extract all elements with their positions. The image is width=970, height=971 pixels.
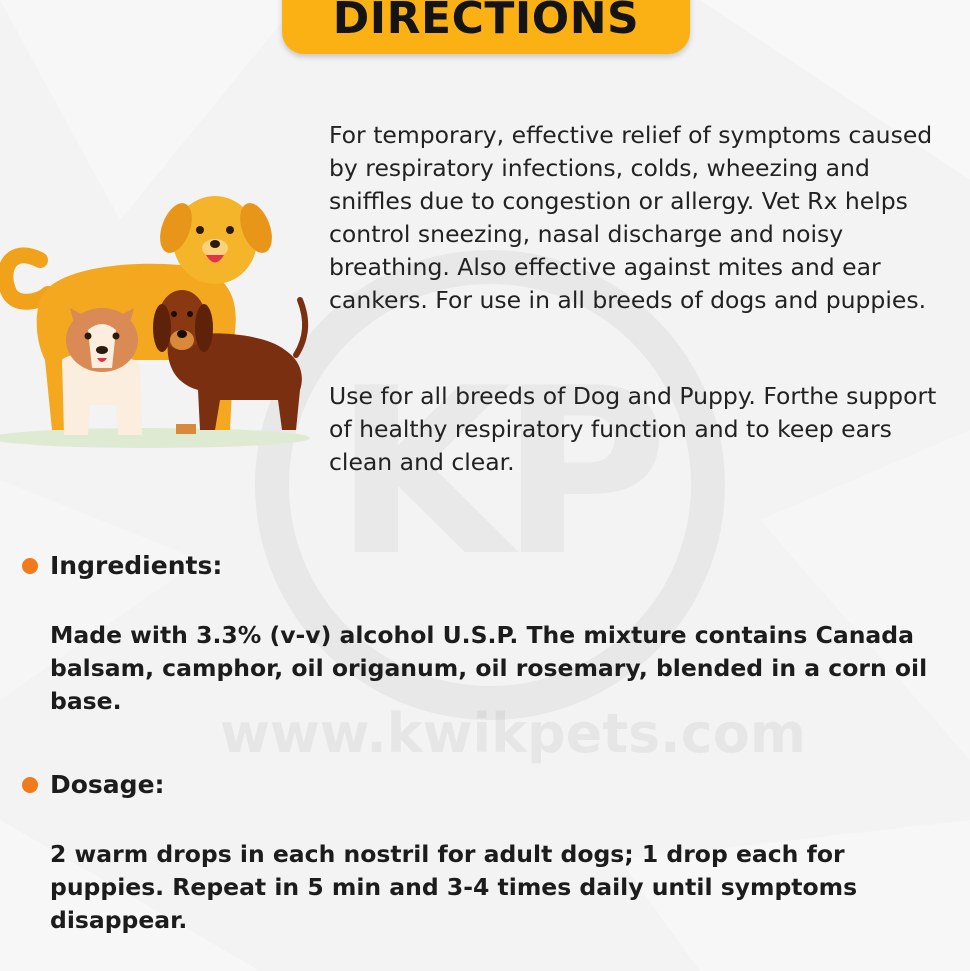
- title-banner: [282, 0, 690, 54]
- intro-paragraph-2: Use for all breeds of Dog and Puppy. Forthe support of healthy respiratory function and to keep ears clean and clear.: [329, 382, 937, 476]
- page-title: DIRECTIONS: [332, 0, 640, 44]
- dosage-heading: [22, 770, 165, 799]
- watermark-url: www.kwikpets.com: [220, 702, 807, 765]
- ingredients-heading-label: Ingredients:: [50, 551, 223, 580]
- ingredients-text: Made with 3.3% (v-v) alcohol U.S.P. The mixture contains Canada balsam, camphor, oil origanum, oil rosemary, blended in a corn oil base.: [50, 621, 928, 715]
- bullet-dot-icon: [22, 558, 38, 574]
- ingredients-heading: [22, 551, 222, 580]
- bullet-dot-icon: [22, 777, 38, 793]
- intro-paragraph-1: For temporary, effective relief of symptoms caused by respiratory infections, colds, wheezing and sniffles due to congestion or allergy. Vet Rx helps control sneezing, nasal discharge and noisy breathing. Also effective against mites and ear cankers. For use in all breeds of dogs and puppies.: [329, 121, 933, 314]
- dosage-heading-label: Dosage:: [50, 770, 165, 799]
- dogs-illustration: [0, 190, 320, 452]
- dosage-text: 2 warm drops in each nostril for adult dogs; 1 drop each for puppies. Repeat in 5 min and 3-4 times daily until symptoms disappear.: [50, 840, 858, 934]
